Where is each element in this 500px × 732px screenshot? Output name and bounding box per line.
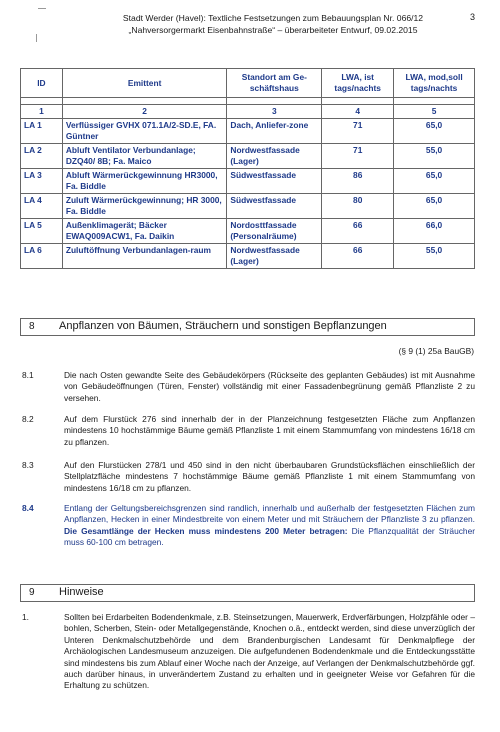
table-row xyxy=(21,194,475,219)
row-standort: Nordosttfassade (Personalräume) xyxy=(227,219,322,244)
row-standort: Südwestfassade xyxy=(227,169,322,194)
row-id: LA 5 xyxy=(21,219,63,244)
section-8-heading xyxy=(20,318,475,336)
paragraph-text: Die nach Osten gewandte Seite des Gebäudekörpers (Rückseite des geplanten Gebäudes) ist mit Ausnahme von Gebäudeöffnungen (Türen, Fenster) vollständig mit einer Fassadenbegrünung gemäß Pflanzliste 2 zu versehen. xyxy=(64,370,475,403)
row-emittent: Außenklimagerät; Bäcker EWAQ009ACW1, Fa. Daikin xyxy=(62,219,227,244)
row-lwa-ist: 71 xyxy=(322,119,394,144)
paragraph-8-3 xyxy=(20,460,475,494)
col-number: 3 xyxy=(227,105,322,119)
row-lwa-soll: 65,0 xyxy=(394,119,475,144)
row-lwa-ist: 80 xyxy=(322,194,394,219)
row-lwa-ist: 86 xyxy=(322,169,394,194)
legal-reference: (§ 9 (1) 25a BauGB) xyxy=(398,346,474,356)
section-number: 9 xyxy=(29,587,35,598)
header-line-1: Stadt Werder (Havel): Textliche Festsetzungen zum Bebauungsplan Nr. 066/12 xyxy=(122,13,424,23)
col-number: 1 xyxy=(21,105,63,119)
row-emittent: Abluft Ventilator Verbundanlage; DZQ40/ 8B; Fa. Maico xyxy=(62,144,227,169)
paragraph-emphasis: Die Gesamtlänge der Hecken muss mindestens 200 Meter betragen: xyxy=(64,525,348,536)
col-number: 4 xyxy=(322,105,394,119)
row-id: LA 4 xyxy=(21,194,63,219)
row-standort: Dach, Anliefer-zone xyxy=(227,119,322,144)
table-row xyxy=(21,119,475,144)
paragraph-number: 8.4 xyxy=(22,503,34,513)
section-title: Hinweise xyxy=(59,586,104,598)
paragraph-8-2 xyxy=(20,414,475,448)
scan-mark xyxy=(38,8,46,9)
row-lwa-soll: 65,0 xyxy=(394,194,475,219)
row-standort: Südwestfassade xyxy=(227,194,322,219)
header-line-2: „Nahversorgermarkt Eisenbahnstraße“ – überarbeiteter Entwurf, 09.02.2015 xyxy=(128,25,418,35)
row-lwa-soll: 55,0 xyxy=(394,144,475,169)
table-header-lwa-soll: LWA, mod,soll tags/nachts xyxy=(394,69,475,98)
paragraph-text: Die Pflanzqualität der Sträucher muss 60-100 cm betragen. xyxy=(64,525,476,548)
row-lwa-soll: 55,0 xyxy=(394,244,475,269)
paragraph-text: Sollten bei Erdarbeiten Bodendenkmale, z.B. Steinsetzungen, Mauerwerk, Erdverfärbungen, Holzpfähle oder –bohlen, Scherben, Stein- oder Metallgegenstände, Knochen o.ä., entdeckt werden, sind diese unverzüglich der Unteren Denkmalschutzbehörde und dem Brandenburgischen Landesamt für Denkmalpflege der Archäologischen Landesmuseum anzuzeigen. Die aufgefundenen Bodendenkmale und die Entdeckungsstätte sind mindestens bis zum Ablauf einer Woche nach der Anzeige, auf Verlangen der Denkmalschutzbehörde ggf. auch darüber hinaus, in unverändertem Zustand zu erhalten und in geeigneter Weise vor Gefahren für die Erhaltung zu schützen. xyxy=(64,612,475,691)
row-emittent: Zuluft Wärmerückgewinnung; HR 3000, Fa. Biddle xyxy=(62,194,227,219)
paragraph-8-4 xyxy=(20,503,475,549)
section-9-heading xyxy=(20,584,475,602)
col-number: 5 xyxy=(394,105,475,119)
row-standort: Nordwestfassade (Lager) xyxy=(227,144,322,169)
paragraph-text: Entlang der Geltungsbereichsgrenzen sind randlich, innerhalb und außerhalb der festgesetzten Flächen zum Anpflanzen, Hecken in einer Mindestbreite von einem Meter und mit Sträuchern der Pflanzliste 3 zu pflanzen. xyxy=(64,503,475,525)
section-title: Anpflanzen von Bäumen, Sträuchern und sonstigen Bepflanzungen xyxy=(59,320,387,332)
paragraph-text: Auf dem Flurstück 276 sind innerhalb der in der Planzeichnung festgesetzten Fläche zum Anpflanzen mindestens 10 hochstämmige Bäume gemäß Pflanzliste 1 mit einem Stammumfang von mindestens 16/18 cm zu pflanzen. xyxy=(64,414,475,447)
paragraph-number: 1. xyxy=(22,612,29,622)
table-row xyxy=(21,144,475,169)
table-header-lwa-ist: LWA, ist tags/nachts xyxy=(322,69,394,98)
paragraph-number: 8.1 xyxy=(22,370,34,380)
paragraph-text: Auf den Flurstücken 278/1 und 450 sind in den nicht überbaubaren Grundstücksflächen einschließlich der Stellplatzfläche mindestens 7 hochstämmige Bäume gemäß Pflanzliste 1 mit einem Stammumfang von mindestens 16/18 cm zu pflanzen. xyxy=(64,460,475,493)
row-lwa-ist: 66 xyxy=(322,219,394,244)
row-id: LA 1 xyxy=(21,119,63,144)
row-lwa-ist: 71 xyxy=(322,144,394,169)
row-lwa-soll: 65,0 xyxy=(394,169,475,194)
section-number: 8 xyxy=(29,321,35,332)
row-emittent: Verflüssiger GVHX 071.1A/2-SD.E, FA. Güntner xyxy=(62,119,227,144)
row-emittent: Abluft Wärmerückgewinnung HR3000, Fa. Biddle xyxy=(62,169,227,194)
paragraph-9-1 xyxy=(20,612,475,692)
emitter-table xyxy=(20,68,475,269)
paragraph-number: 8.3 xyxy=(22,460,34,470)
page-number: 3 xyxy=(470,12,476,22)
row-lwa-ist: 66 xyxy=(322,244,394,269)
scan-mark xyxy=(36,34,37,42)
table-row xyxy=(21,169,475,194)
table-row xyxy=(21,244,475,269)
row-id: LA 6 xyxy=(21,244,63,269)
table-header-id: ID xyxy=(21,69,63,98)
paragraph-number: 8.2 xyxy=(22,414,34,424)
col-number: 2 xyxy=(62,105,227,119)
row-standort: Nordwestfassade (Lager) xyxy=(227,244,322,269)
row-id: LA 3 xyxy=(21,169,63,194)
row-lwa-soll: 66,0 xyxy=(394,219,475,244)
table-header-standort: Standort am Ge-schäftshaus xyxy=(227,69,322,98)
paragraph-8-1 xyxy=(20,370,475,404)
row-emittent: Zuluftöffnung Verbundanlagen-raum xyxy=(62,244,227,269)
table-header-emittent: Emittent xyxy=(62,69,227,98)
table-row xyxy=(21,219,475,244)
row-id: LA 2 xyxy=(21,144,63,169)
page-header xyxy=(108,12,438,36)
